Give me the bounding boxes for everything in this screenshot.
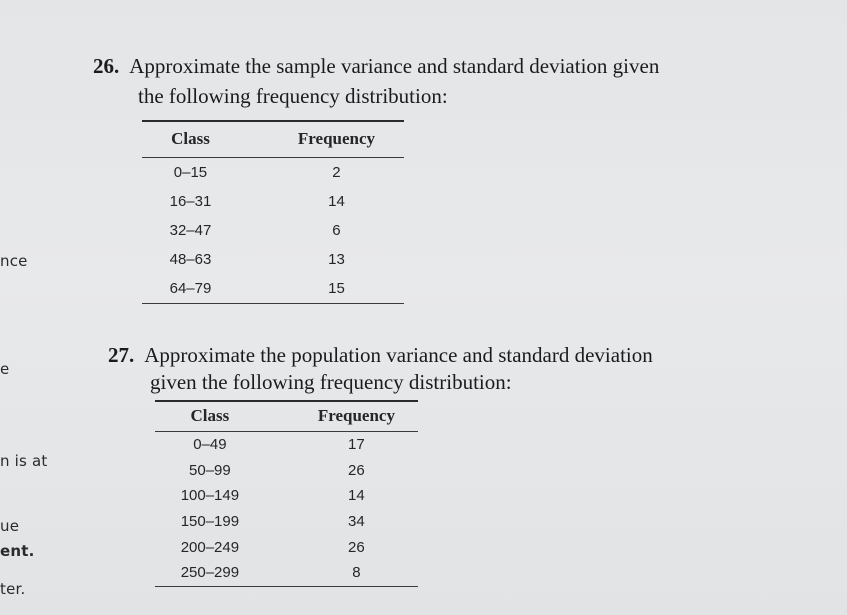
class-cell: 0–49 [193, 436, 227, 454]
frequency-cell: 17 [348, 436, 365, 454]
problem-26-text-line2: the following frequency distribution: [138, 84, 448, 108]
margin-fragment: ter. [0, 580, 26, 598]
problem-26-text-line1: Approximate the sample variance and standard deviation given [129, 54, 660, 78]
table-row [155, 432, 418, 458]
table-row [155, 458, 418, 484]
frequency-cell: 14 [328, 193, 345, 210]
frequency-cell: 2 [332, 164, 341, 181]
problem-27-text-line2: given the following frequency distribution: [150, 370, 512, 394]
class-cell: 100–149 [180, 487, 240, 505]
header-class: Class [142, 121, 239, 158]
frequency-table-27 [155, 400, 418, 587]
margin-fragment: ent. [0, 542, 35, 560]
header-class: Class [155, 401, 265, 432]
table-row [142, 187, 404, 216]
frequency-cell: 14 [348, 487, 365, 505]
table-row [142, 245, 404, 274]
table-row [142, 158, 404, 188]
header-frequency: Frequency [239, 121, 404, 158]
frequency-cell: 26 [348, 538, 365, 556]
class-cell: 150–199 [180, 513, 240, 531]
frequency-cell: 13 [328, 251, 345, 268]
table-row [155, 483, 418, 509]
class-cell: 200–249 [180, 538, 240, 556]
class-cell: 32–47 [169, 222, 212, 239]
problem-27-text-line1: Approximate the population variance and standard deviation [144, 343, 653, 367]
class-cell: 16–31 [169, 193, 212, 210]
frequency-table-26 [142, 120, 404, 304]
class-cell: 250–299 [155, 560, 265, 586]
problem-27-number: 27. [108, 343, 135, 367]
problem-26-heading [93, 52, 659, 80]
header-frequency: Frequency [265, 401, 418, 432]
class-cell: 48–63 [169, 251, 212, 268]
table-row [155, 560, 418, 586]
table-row [142, 216, 404, 245]
class-cell: 50–99 [189, 461, 231, 479]
table-row [142, 274, 404, 304]
class-cell: 64–79 [142, 274, 239, 304]
table-row [155, 509, 418, 535]
frequency-cell: 34 [348, 513, 365, 531]
margin-fragment: e [0, 360, 10, 378]
margin-fragment: ue [0, 517, 20, 535]
frequency-cell: 15 [239, 274, 404, 304]
frequency-cell: 8 [265, 560, 418, 586]
frequency-cell: 26 [348, 461, 365, 479]
margin-fragment: nce [0, 252, 28, 270]
margin-fragment: n is at [0, 452, 48, 470]
class-cell: 0–15 [173, 164, 208, 181]
problem-26-number: 26. [93, 54, 120, 78]
problem-27-heading [108, 341, 653, 369]
table-row [155, 534, 418, 560]
frequency-cell: 6 [332, 222, 341, 239]
